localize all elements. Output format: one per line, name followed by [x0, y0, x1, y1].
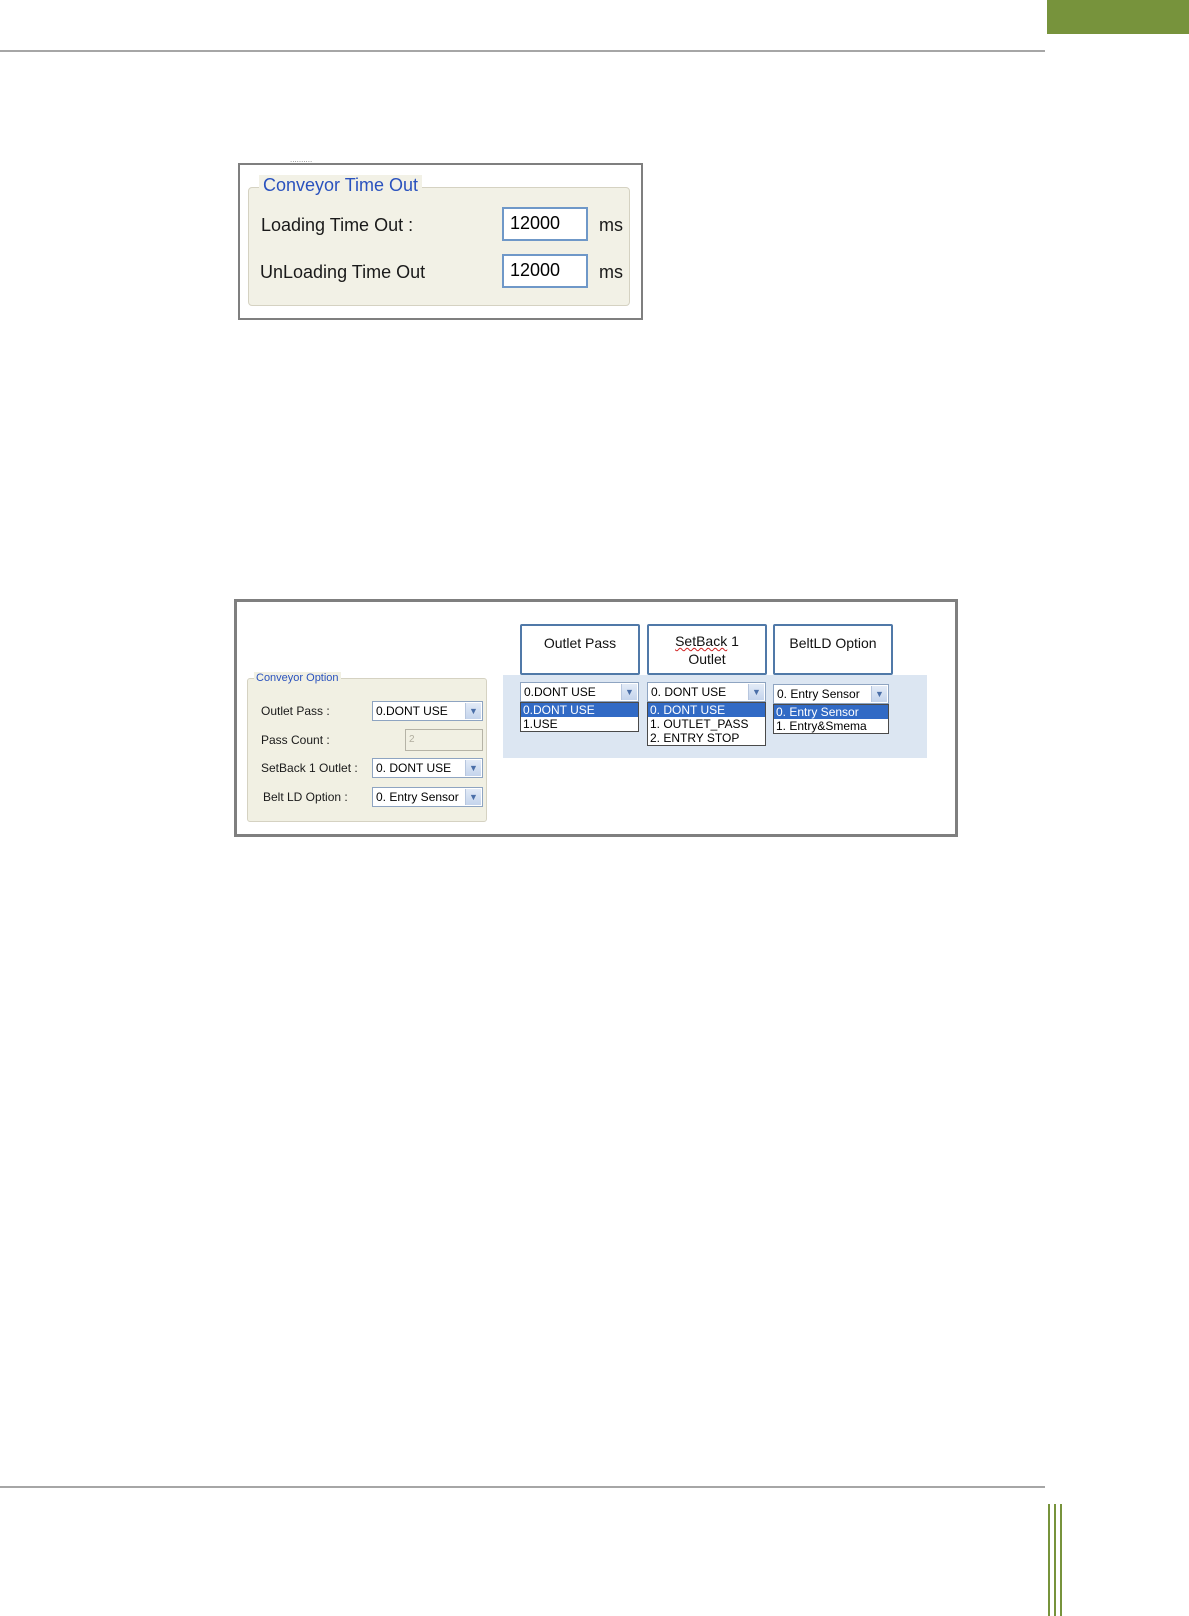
- chevron-down-icon[interactable]: ▼: [465, 789, 481, 805]
- belt-ld-option-select-value: 0. Entry Sensor: [376, 790, 459, 804]
- option-item[interactable]: 2. ENTRY STOP: [650, 731, 740, 745]
- callout-text: SetBack: [675, 633, 728, 649]
- unloading-timeout-input[interactable]: 12000: [502, 254, 588, 288]
- callout-text: Outlet: [688, 651, 726, 667]
- group-legend: Conveyor Time Out: [259, 175, 422, 196]
- option-item[interactable]: 0. DONT USE: [648, 703, 765, 717]
- outlet-pass-callout: [520, 624, 640, 675]
- conveyor-timeout-group: [248, 175, 630, 306]
- header-accent-tab: [1047, 0, 1189, 34]
- chevron-down-icon[interactable]: ▼: [748, 684, 764, 700]
- decorative-dots: ..........: [290, 155, 313, 164]
- pass-count-label: Pass Count :: [261, 733, 330, 747]
- select-value: 0.DONT USE: [524, 685, 596, 699]
- setback-outlet-callout: [647, 624, 767, 675]
- outlet-pass-select[interactable]: [372, 701, 483, 721]
- unloading-timeout-unit: ms: [599, 262, 623, 282]
- setback-outlet-label: SetBack 1 Outlet :: [261, 761, 358, 775]
- belt-ld-option-callout: [773, 624, 893, 675]
- loading-timeout-input[interactable]: 12000: [502, 207, 588, 241]
- callout-text: BeltLD Option: [789, 635, 877, 651]
- belt-ld-option-select[interactable]: [372, 787, 483, 807]
- belt-ld-option-select-expanded[interactable]: [773, 684, 889, 704]
- select-value: 0. Entry Sensor: [777, 687, 860, 701]
- belt-ld-option-options: [773, 704, 889, 734]
- timeout-screenshot: [238, 155, 643, 320]
- option-item[interactable]: 1. Entry&Smema: [776, 719, 867, 733]
- chevron-down-icon[interactable]: ▼: [465, 760, 481, 776]
- option-item[interactable]: 0. Entry Sensor: [774, 705, 888, 719]
- loading-timeout-label: Loading Time Out :: [261, 215, 414, 235]
- outlet-pass-label: Outlet Pass :: [261, 704, 330, 718]
- option-item[interactable]: 1.USE: [523, 717, 558, 731]
- loading-timeout-unit: ms: [599, 215, 623, 235]
- group-legend: Conveyor Option: [256, 672, 339, 684]
- setback-outlet-select-value: 0. DONT USE: [376, 761, 452, 775]
- chevron-down-icon[interactable]: ▼: [621, 684, 637, 700]
- callout-text: Outlet Pass: [543, 635, 617, 651]
- chevron-down-icon[interactable]: ▼: [871, 686, 887, 702]
- footer-accent-bars: [1048, 1504, 1068, 1616]
- setback-outlet-select-expanded[interactable]: [647, 682, 766, 702]
- option-item[interactable]: 1. OUTLET_PASS: [650, 717, 749, 731]
- conveyor-option-group: [247, 672, 487, 822]
- outlet-pass-select-value: 0.DONT USE: [376, 704, 448, 718]
- unloading-timeout-label: UnLoading Time Out: [260, 262, 426, 282]
- header-rule: [0, 50, 1045, 52]
- setback-outlet-select[interactable]: [372, 758, 483, 778]
- select-value: 0. DONT USE: [651, 685, 727, 699]
- outlet-pass-select-expanded[interactable]: [520, 682, 639, 702]
- setback-outlet-options: [647, 702, 766, 746]
- outlet-pass-options: [520, 702, 639, 732]
- option-screenshot: [234, 599, 958, 837]
- footer-rule: [0, 1486, 1045, 1488]
- callout-text: 1: [727, 633, 739, 649]
- option-item[interactable]: 0.DONT USE: [521, 703, 638, 717]
- pass-count-input: 2: [405, 729, 483, 751]
- belt-ld-option-label: Belt LD Option :: [263, 790, 348, 804]
- chevron-down-icon[interactable]: ▼: [465, 703, 481, 719]
